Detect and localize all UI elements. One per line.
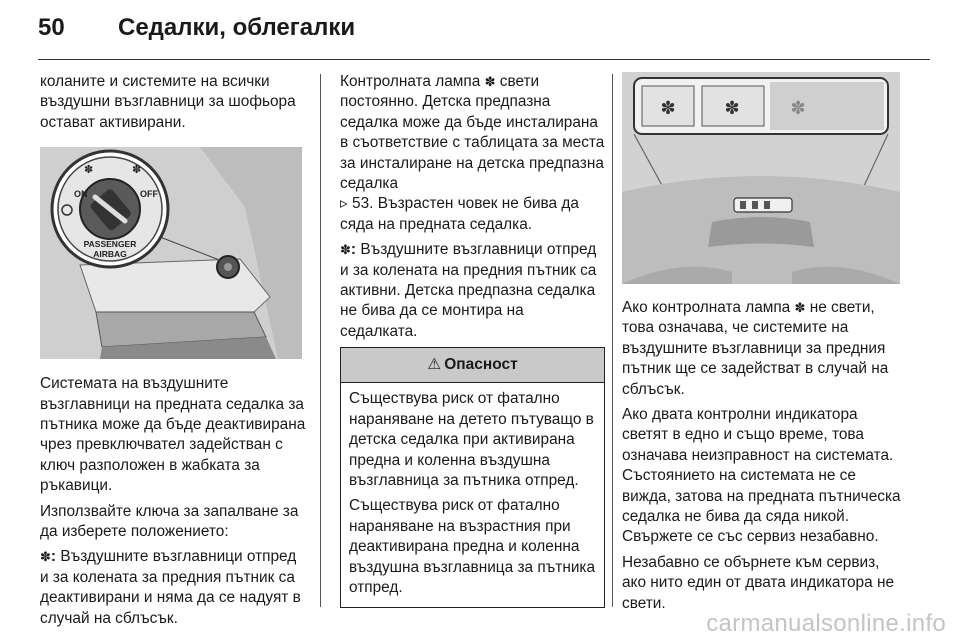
airbag-off-icon: ✽	[484, 74, 496, 89]
column-middle	[340, 72, 605, 608]
warning-triangle-icon: ⚠	[427, 356, 442, 374]
paragraph: Ако двата контролни индикатора светят в едно и също време, това означава неизправност на системата. Състоянието на системата не се вижда, затова на предната пътническа седалка не бива да сяда никой. Свържете се със сервиз незабавно.	[622, 406, 901, 546]
paragraph: Незабавно се обърнете към сервиз, ако нито един от двата индикатора не свети.	[622, 553, 895, 612]
paragraph: Контролната лампа ✽ свети постоянно. Детска предпазна седалка може да бъде инсталирана в съответствие с таблицата за места за инсталиране на детска предпазна седалка ▹ 53. Възрастен човек не бива да сяда на предната седалка.	[340, 73, 605, 233]
glovebox-illustration	[40, 147, 302, 359]
paragraph: коланите и системите на всички въздушни възглавници за шофьора остават активирани.	[40, 73, 296, 131]
airbag-off-icon: ✽	[40, 549, 51, 565]
svg-text:PASSENGER: PASSENGER	[83, 239, 137, 250]
airbag-off-icon: ✽	[794, 300, 806, 315]
airbag-on-icon: ✽	[340, 242, 351, 258]
page-header	[38, 14, 930, 54]
paragraph: Използвайте ключа за запалване за да изберете положението:	[40, 502, 299, 541]
paragraph: ✽: Въздушните възглавници отпред и за колената на предния пътник са активни. Детска предпазна седалка не бива да се монтира на седалката.	[340, 241, 597, 340]
svg-text:✽: ✽	[660, 98, 676, 119]
svg-text:ON: ON	[74, 189, 88, 200]
svg-text:✽: ✽	[724, 98, 740, 119]
danger-box	[340, 347, 605, 608]
paragraph: Системата на въздушните възглавници на предната седалка за пътника може да бъде деактивирана чрез превключвател задействан с ключ разположен в жабката за ръкавици.	[40, 375, 306, 495]
column-left	[40, 72, 308, 634]
watermark: carmanualsonline.info	[706, 610, 946, 637]
column-divider-left	[320, 74, 321, 607]
paragraph: Ако контролната лампа ✽ не свети, това означава, че системите на въздушните възглавници за предния пътник ще се задействат в случай на сблъсък.	[622, 299, 889, 398]
danger-paragraph: Съществува риск от фатално нараняване на възрастния при деактивирана предна и коленна въздушна възглавница за пътника отпред.	[349, 497, 596, 596]
danger-header	[341, 348, 604, 383]
roof-indicator-figure	[622, 72, 900, 284]
danger-paragraph: Съществува риск от фатално нараняване на детето пътуващо в детска седалка при активирана предна и коленна въздушна възглавница за пътника отпред.	[349, 390, 594, 489]
svg-text:✽: ✽	[132, 163, 142, 177]
svg-text:✽: ✽	[84, 163, 94, 177]
roof-console-illustration	[622, 72, 900, 284]
column-divider-right	[612, 74, 613, 607]
danger-title: Опасност	[444, 356, 518, 374]
chapter-title: Седалки, облегалки	[118, 14, 356, 41]
page-reference-icon: ▹	[340, 195, 348, 213]
page-number: 50	[38, 14, 65, 41]
header-rule	[38, 59, 930, 60]
paragraph: ✽: Въздушните възглавници отпред и за колената за предния пътник са деактивирани и няма да се надуят в случай на сблъсък.	[40, 548, 301, 627]
svg-text:OFF: OFF	[140, 189, 158, 200]
svg-text:✽: ✽	[790, 98, 806, 119]
svg-text:AIRBAG: AIRBAG	[93, 249, 127, 260]
glovebox-switch-figure	[40, 147, 302, 359]
column-right	[622, 72, 904, 619]
